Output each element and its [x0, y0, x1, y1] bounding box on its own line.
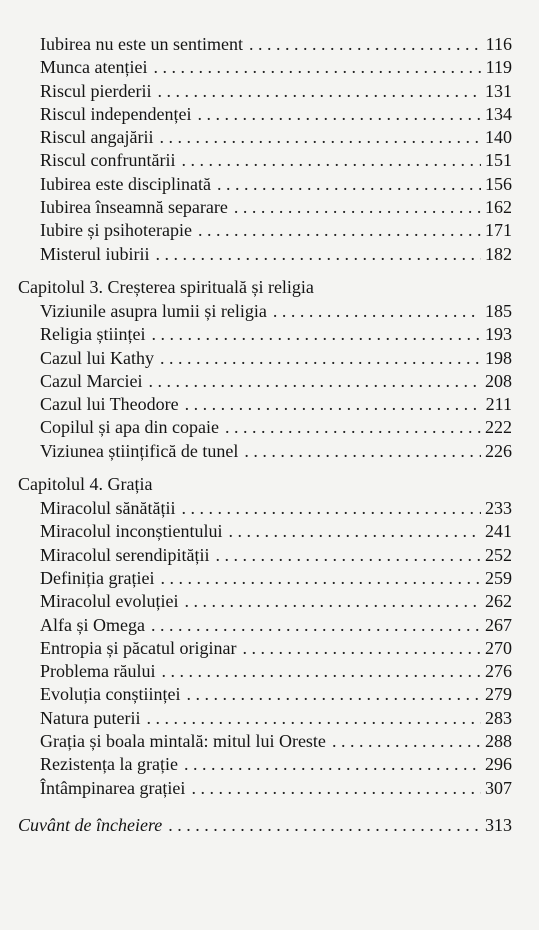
dot-leader: [157, 80, 481, 103]
chapter-heading: Capitolul 4. Grația: [18, 474, 153, 495]
entry-title: Entropia și păcatul originar: [40, 637, 237, 658]
toc-entry: [0, 219, 539, 242]
entry-title: Cazul Marciei: [40, 370, 143, 391]
toc-entry: [0, 497, 539, 520]
toc-entry: [0, 614, 539, 637]
dot-leader: [242, 637, 481, 660]
dot-leader: [159, 126, 481, 149]
page-number: 262: [485, 591, 512, 612]
dot-leader: [234, 196, 481, 219]
page-number: 233: [485, 498, 512, 519]
entry-title: Cazul lui Theodore: [40, 394, 179, 415]
toc-entry: [0, 440, 539, 463]
toc-entry: [0, 243, 539, 266]
dot-leader: [215, 544, 481, 567]
page-number: 119: [485, 57, 512, 78]
toc-entry: [0, 590, 539, 613]
toc-entry: [0, 56, 539, 79]
toc-entry: [0, 149, 539, 172]
dot-leader: [168, 814, 481, 837]
entry-title: Problema răului: [40, 661, 156, 682]
dot-leader: [332, 730, 481, 753]
page-number: 198: [485, 347, 512, 368]
entry-title: Riscul angajării: [40, 127, 154, 148]
toc-entry: [0, 103, 539, 126]
dot-leader: [184, 590, 481, 613]
page-number: 182: [485, 243, 512, 264]
page-number: 131: [485, 80, 512, 101]
entry-title: Evoluția conștiinței: [40, 684, 181, 705]
dot-leader: [156, 243, 482, 266]
page-number: 313: [485, 814, 512, 835]
page-number: 208: [485, 370, 512, 391]
entry-title: Grația și boala mintală: mitul lui Oreste: [40, 731, 326, 752]
entry-title: Miracolul evoluției: [40, 591, 179, 612]
page-number: 151: [485, 150, 512, 171]
page-number: 307: [485, 777, 512, 798]
entry-title: Miracolul serendipității: [40, 544, 210, 565]
entry-title: Rezistența la grație: [40, 754, 178, 775]
chapter-heading: Capitolul 3. Creșterea spirituală și religia: [18, 276, 314, 297]
entry-title: Munca atenției: [40, 57, 148, 78]
dot-leader: [148, 370, 481, 393]
entry-title: Alfa și Omega: [40, 614, 145, 635]
chapter3-list: [0, 300, 539, 463]
toc-entry: [0, 196, 539, 219]
page-number: 279: [485, 684, 512, 705]
toc-entry: [0, 544, 539, 567]
dot-leader: [249, 33, 482, 56]
entry-title: Natura puterii: [40, 707, 141, 728]
page-number: 171: [485, 220, 512, 241]
entry-title: Viziunile asupra lumii și religia: [40, 300, 267, 321]
entry-title: Cazul lui Kathy: [40, 347, 154, 368]
entry-title: Iubire și psihoterapie: [40, 220, 192, 241]
dot-leader: [146, 707, 481, 730]
dot-leader: [181, 497, 481, 520]
entry-title: Copilul și apa din copaie: [40, 417, 219, 438]
page-number: 162: [485, 197, 512, 218]
toc-entry: [0, 520, 539, 543]
dot-leader: [244, 440, 481, 463]
entry-title: Riscul confruntării: [40, 150, 176, 171]
entry-title: Miracolul sănătății: [40, 498, 176, 519]
section2-list: [0, 33, 539, 266]
toc-entry: [0, 80, 539, 103]
entry-title: Iubirea este disciplinată: [40, 173, 211, 194]
dot-leader: [228, 520, 481, 543]
page-number: 222: [485, 417, 512, 438]
dot-leader: [184, 753, 481, 776]
page-number: 288: [485, 731, 512, 752]
page-number: 252: [485, 544, 512, 565]
dot-leader: [151, 614, 481, 637]
dot-leader: [160, 567, 481, 590]
toc-entry: [0, 416, 539, 439]
entry-title: Întâmpinarea grației: [40, 777, 186, 798]
entry-title: Viziunea științifică de tunel: [40, 440, 239, 461]
toc-entry: [0, 683, 539, 706]
entry-title: Iubirea nu este un sentiment: [40, 34, 243, 54]
dot-leader: [161, 660, 481, 683]
page-number: 226: [485, 440, 512, 461]
entry-title: Misterul iubirii: [40, 243, 150, 264]
dot-leader: [185, 393, 482, 416]
toc-entry: [0, 777, 539, 800]
page-number: 283: [485, 707, 512, 728]
toc-entry: [0, 730, 539, 753]
entry-title: Cuvânt de încheiere: [18, 814, 163, 835]
toc-entry: [0, 173, 539, 196]
entry-title: Riscul independenței: [40, 103, 192, 124]
dot-leader: [273, 300, 481, 323]
page-number: 267: [485, 614, 512, 635]
toc-entry: [0, 707, 539, 730]
toc-entry: [0, 370, 539, 393]
page-number: 296: [485, 754, 512, 775]
page-number: 276: [485, 661, 512, 682]
dot-leader: [198, 219, 481, 242]
entry-title: Definiția grației: [40, 567, 155, 588]
table-of-contents: [0, 33, 539, 837]
dot-leader: [197, 103, 481, 126]
toc-entry: [0, 753, 539, 776]
entry-title: Religia științei: [40, 324, 146, 345]
page-number: 193: [485, 324, 512, 345]
dot-leader: [160, 347, 481, 370]
page-number: 241: [485, 521, 512, 542]
dot-leader: [181, 149, 481, 172]
page-number: 270: [485, 637, 512, 658]
page-number: 156: [485, 173, 512, 194]
toc-entry: [0, 300, 539, 323]
toc-entry: [0, 323, 539, 346]
dot-leader: [191, 777, 481, 800]
dot-leader: [186, 683, 481, 706]
toc-entry: [0, 567, 539, 590]
page-number: 185: [485, 300, 512, 321]
page-number: 211: [485, 394, 512, 415]
toc-entry: [0, 393, 539, 416]
entry-title: Miracolul inconștientului: [40, 521, 223, 542]
page-number: 116: [485, 34, 512, 54]
dot-leader: [225, 416, 481, 439]
entry-title: Iubirea înseamnă separare: [40, 197, 228, 218]
toc-entry: [0, 126, 539, 149]
toc-entry: [0, 637, 539, 660]
toc-entry: [0, 347, 539, 370]
toc-entry: [0, 33, 539, 56]
dot-leader: [152, 323, 482, 346]
entry-title: Riscul pierderii: [40, 80, 152, 101]
dot-leader: [217, 173, 481, 196]
page-number: 140: [485, 127, 512, 148]
dot-leader: [153, 56, 481, 79]
page-number: 134: [485, 103, 512, 124]
chapter4-list: [0, 497, 539, 800]
page-number: 259: [485, 567, 512, 588]
toc-entry: [0, 660, 539, 683]
toc-entry-closing: [0, 814, 539, 837]
